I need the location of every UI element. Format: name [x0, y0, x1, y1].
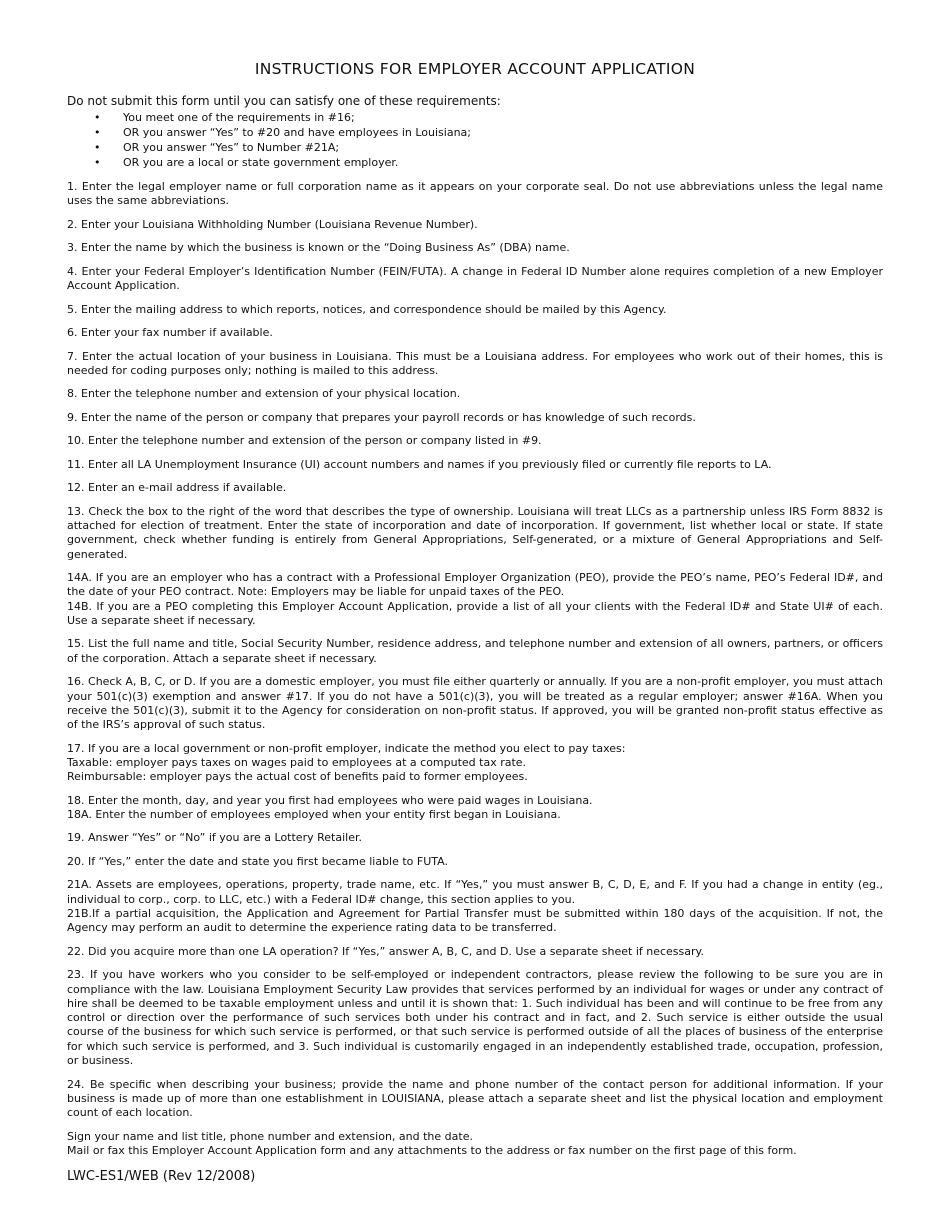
instruction-item [67, 968, 883, 1068]
instruction-text: 6. Enter your fax number if available. [67, 326, 273, 340]
instruction-item [67, 326, 883, 340]
instruction-text: Reimbursable: employer pays the actual cost of benefits paid to former employees. [67, 770, 528, 784]
page-title: INSTRUCTIONS FOR EMPLOYER ACCOUNT APPLICATION [254, 60, 696, 78]
bullet-icon: • [94, 156, 101, 169]
instruction-text: 17. If you are a local government or non-profit employer, indicate the method you elect to pay taxes: [67, 741, 626, 755]
requirement-item: • OR you answer “Yes” to #20 and have employees in Louisiana; [94, 126, 471, 139]
instruction-text: 8. Enter the telephone number and extension of your physical location. [67, 387, 461, 401]
instruction-item [67, 411, 883, 425]
instruction-text: 15. List the full name and title, Social Security Number, residence address, and telephone number and extension of all owners, partners, or officers of the corporation. Attach a separate sheet if necessary. [67, 637, 883, 665]
instruction-text: 18A. Enter the number of employees employed when your entity first began in Louisiana. [67, 807, 561, 821]
instruction-text: 12. Enter an e-mail address if available. [67, 481, 287, 495]
instruction-text: 7. Enter the actual location of your business in Louisiana. This must be a Louisiana address. For employees who work out of their homes, this is needed for coding purposes only; nothing is mailed to this address. [67, 349, 883, 377]
instruction-text: Mail or fax this Employer Account Application form and any attachments to the address or fax number on the first page of this form. [67, 1143, 797, 1157]
instruction-item [67, 675, 883, 732]
instruction-item [67, 303, 883, 317]
instruction-text: 3. Enter the name by which the business is known or the “Doing Business As” (DBA) name. [67, 241, 570, 255]
instruction-text: 21A. Assets are employees, operations, property, trade name, etc. If “Yes,” you must answer B, C, D, E, and F. If you had a change in entity (eg., individual to corp., corp. to LLC, etc.) with a Federal ID# change, this section applies to you. [67, 878, 883, 906]
instruction-item [67, 458, 883, 472]
instruction-text: 13. Check the box to the right of the word that describes the type of ownership. Louisiana will treat LLCs as a partnership unless IRS Form 8832 is attached for election of treatment. Enter the state of incorporation and date of incorporation. If government, list whether local or state. If state government, check whether funding is entirely from General Appropriations, Self-generated, or a mixture of General Appropriations and Self-generated. [67, 504, 883, 561]
bullet-icon: • [94, 126, 101, 139]
instruction-item [67, 505, 883, 562]
instruction-items [67, 180, 883, 1158]
instruction-text: 16. Check A, B, C, or D. If you are a domestic employer, you must file either quarterly or annually. If you are a non-profit employer, you must attach your 501(c)(3) exemption and answer #17. If you do not have a 501(c)(3), you will be treated as a regular employer; answer #16A. When you receive the 501(c)(3), submit it to the Agency for consideration on non-profit status. If approved, you will be granted non-profit status effective as of the IRS’s approval of such status. [67, 675, 883, 732]
instruction-item [67, 1130, 883, 1159]
instruction-item [67, 434, 883, 448]
instruction-item [67, 481, 883, 495]
instruction-item [67, 350, 883, 379]
requirement-item: • OR you are a local or state government employer. [94, 156, 399, 169]
instruction-text: 9. Enter the name of the person or company that prepares your payroll records or has knowledge of such records. [67, 410, 696, 424]
instruction-item [67, 241, 883, 255]
instruction-text: 23. If you have workers who you consider to be self-employed or independent contractors, please review the following to be sure you are in compliance with the law. Louisiana Employment Security Law provides that services performed by an individual for wages or under any contract of hire shall be deemed to be taxable employment unless and until it is shown that: 1. Such individual has been and will continue to be free from any control or direction over the performance of such services both under his contract and in fact, and 2. Such service is either outside the usual course of the business for which such service is performed, or that such service is performed outside of all the places of business of the enterprise for which such service is performed, and 3. Such individual is customarily engaged in an independently established trade, occupation, profession, or business. [67, 968, 883, 1068]
instruction-text: 18. Enter the month, day, and year you first had employees who were paid wages in Louisiana. [67, 793, 593, 807]
instruction-text: 20. If “Yes,” enter the date and state you first became liable to FUTA. [67, 854, 448, 868]
instruction-text: 21B.If a partial acquisition, the Application and Agreement for Partial Transfer must be submitted within 180 days of the acquisition. If not, the Agency may perform an audit to determine the experience rating data to be transferred. [67, 907, 883, 935]
requirement-item: • OR you answer “Yes” to Number #21A; [94, 141, 340, 154]
bullet-icon: • [94, 141, 101, 154]
instruction-text: 10. Enter the telephone number and extension of the person or company listed in #9. [67, 434, 542, 448]
requirements-list [67, 110, 883, 170]
instruction-item [67, 945, 883, 959]
instruction-text: 4. Enter your Federal Employer’s Identification Number (FEIN/FUTA). A change in Federal ID Number alone requires completion of a new Employer Account Application. [67, 264, 883, 293]
instruction-text: 5. Enter the mailing address to which reports, notices, and correspondence should be mailed by this Agency. [67, 302, 667, 316]
instruction-text: 1. Enter the legal employer name or full corporation name as it appears on your corporate seal. Do not use abbreviations unless the legal name uses the same abbreviations. [67, 180, 883, 208]
instruction-text: 14B. If you are a PEO completing this Employer Account Application, provide a list of all your clients with the Federal ID# and State UI# of each. Use a separate sheet if necessary. [67, 599, 883, 627]
instruction-text: 11. Enter all LA Unemployment Insurance (UI) account numbers and names if you previously filed or currently file reports to LA. [67, 457, 772, 471]
instruction-item [67, 742, 883, 785]
instruction-item [67, 1078, 883, 1121]
instruction-item [67, 218, 883, 232]
instruction-item [67, 387, 883, 401]
instruction-text: 22. Did you acquire more than one LA operation? If “Yes,” answer A, B, C, and D. Use a separate sheet if necessary. [67, 944, 704, 958]
intro-text: Do not submit this form until you can satisfy one of these requirements: [67, 94, 501, 108]
requirement-item: • You meet one of the requirements in #16; [94, 111, 355, 124]
instruction-item [67, 180, 883, 209]
instruction-item [67, 855, 883, 869]
instruction-item [67, 831, 883, 845]
instruction-item [67, 878, 883, 935]
bullet-icon: • [94, 111, 101, 124]
instruction-text: Sign your name and list title, phone number and extension, and the date. [67, 1129, 473, 1143]
form-revision-footer: LWC-ES1/WEB (Rev 12/2008) [67, 1169, 256, 1184]
instruction-text: Taxable: employer pays taxes on wages paid to employees at a computed tax rate. [67, 755, 527, 769]
instruction-text: 2. Enter your Louisiana Withholding Number (Louisiana Revenue Number). [67, 217, 478, 231]
instruction-item [67, 265, 883, 294]
instruction-item [67, 637, 883, 666]
instruction-text: 24. Be specific when describing your business; provide the name and phone number of the contact person for additional information. If your business is made up of more than one establishment in LOUISIANA, please attach a separate sheet and list the physical location and employment count of each location. [67, 1077, 883, 1120]
instruction-item [67, 571, 883, 628]
instruction-item [67, 794, 883, 823]
instructions-page [67, 60, 883, 1167]
instruction-text: 19. Answer “Yes” or “No” if you are a Lottery Retailer. [67, 831, 362, 845]
instruction-text: 14A. If you are an employer who has a contract with a Professional Employer Organization (PEO), provide the PEO’s name, PEO’s Federal ID#, and the date of your PEO contract. Note: Employers may be liable for unpaid taxes of the PEO. [67, 571, 883, 599]
